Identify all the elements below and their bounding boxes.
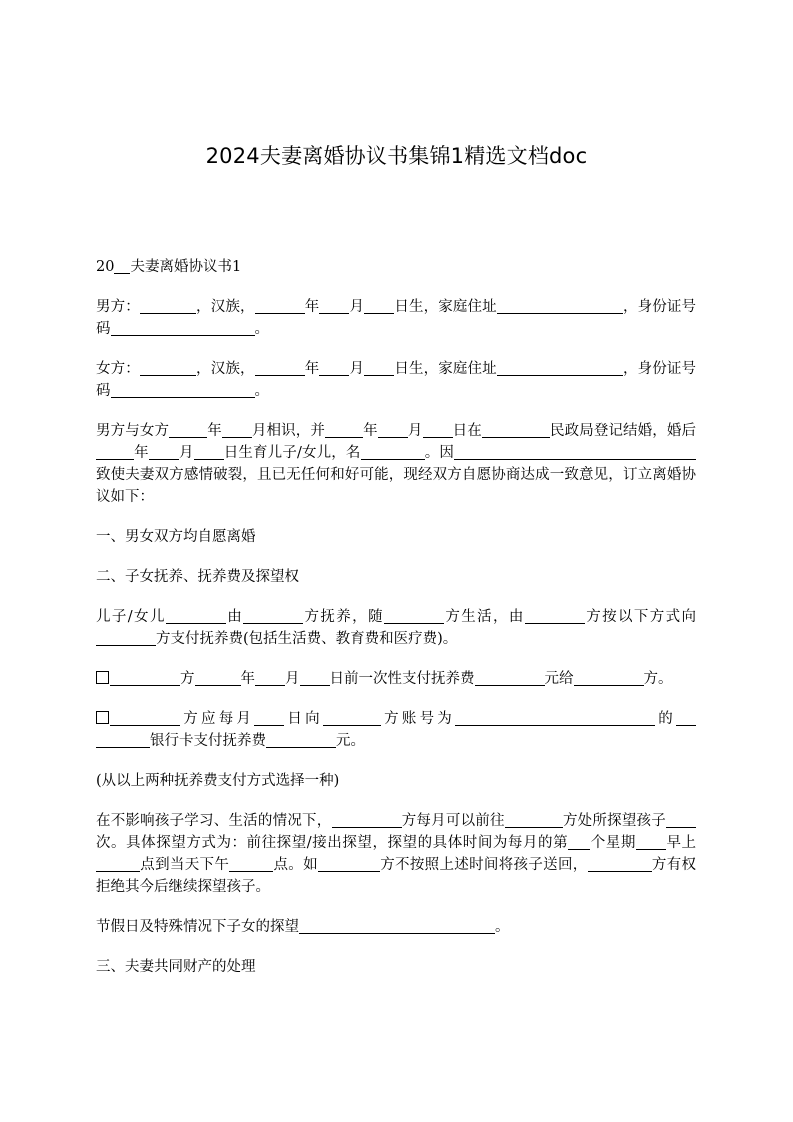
- woman-text-2: 年: [304, 361, 320, 377]
- bank-name-blank-1: [676, 709, 696, 726]
- option1-text-b: 年: [240, 671, 255, 687]
- option1-text-a: 方: [180, 671, 195, 687]
- man-text-3: 月: [349, 299, 365, 315]
- man-birth-year-blank: [255, 297, 305, 314]
- register-year-blank: [325, 421, 363, 438]
- man-text-4: 日生，家庭住址: [394, 299, 497, 315]
- intro-text-k: 。因: [424, 445, 455, 461]
- woman-birth-month-blank: [319, 359, 349, 376]
- heading-suffix: 夫妻离婚协议书1: [130, 259, 242, 275]
- reason-blank-1: [454, 443, 580, 460]
- meet-month-blank: [222, 421, 252, 438]
- lump-payer-blank: [110, 669, 180, 686]
- payment-option-monthly: [96, 708, 696, 752]
- custody-text-d: 方生活，由: [443, 609, 525, 625]
- visit-text-c: 方处所探望孩子: [562, 813, 666, 829]
- child-name-blank: [361, 443, 425, 460]
- option1-text-f: 方。: [643, 671, 673, 687]
- monthly-recipient-blank: [323, 709, 381, 726]
- intro-text-f: 日在: [452, 423, 482, 439]
- monthly-account-blank: [455, 709, 655, 726]
- custody-text-f: 方支付抚养费(包括生活费、教育费和医疗费)。: [156, 631, 458, 647]
- custody-text-b: 由: [225, 609, 244, 625]
- option2-text-a: 方应每月: [180, 711, 255, 727]
- holiday-visitation-paragraph: [96, 916, 696, 938]
- man-text-5: ，身份证号码: [96, 299, 697, 337]
- woman-birth-day-blank: [364, 359, 394, 376]
- visit-text-h: 点。如: [273, 857, 318, 873]
- refusing-party-blank: [588, 855, 652, 872]
- reason-blank-2: [580, 443, 696, 460]
- man-text-2: 年: [304, 299, 320, 315]
- visiting-party-blank: [332, 811, 402, 828]
- custody-text-a: 儿子/女儿: [96, 609, 166, 625]
- holiday-text-b: 。: [495, 919, 510, 935]
- lump-year-blank: [195, 669, 241, 686]
- woman-label: 女方：: [96, 361, 140, 377]
- custody-child-blank: [166, 607, 226, 624]
- woman-birth-year-blank: [255, 359, 305, 376]
- man-address-blank: [497, 297, 623, 314]
- option2-text-f: 元。: [336, 733, 365, 749]
- child-birth-month-blank: [149, 443, 179, 460]
- lump-amount-blank: [475, 669, 545, 686]
- woman-text-4: 日生，家庭住址: [394, 361, 497, 377]
- woman-text-6: 。: [254, 383, 269, 399]
- child-birth-year-blank: [96, 443, 134, 460]
- monthly-day-blank: [254, 709, 284, 726]
- custody-raising-party-blank: [243, 607, 303, 624]
- woman-name-blank: [140, 359, 196, 376]
- intro-text-j: 日生育儿子/女儿，名: [223, 445, 361, 461]
- intro-text-b: 年: [207, 423, 222, 439]
- visit-text-i: 方不按照上述时间将孩子送回，: [379, 857, 588, 873]
- custody-paying-party-blank: [525, 607, 585, 624]
- marriage-history-paragraph: [96, 420, 696, 508]
- intro-text-i: 月: [178, 445, 194, 461]
- option2-text-c: 方账号为: [380, 711, 456, 727]
- woman-text-5: ，身份证号码: [96, 361, 697, 399]
- intro-text-h: 年: [134, 445, 149, 461]
- woman-text-3: 月: [349, 361, 365, 377]
- registry-office-blank: [482, 421, 550, 438]
- option2-text-b: 日向: [284, 711, 323, 727]
- visit-weekday-blank: [636, 833, 666, 850]
- visit-text-e: 个星期: [590, 835, 636, 851]
- woman-text-1: ，汉族，: [195, 361, 255, 377]
- child-birth-day-blank: [194, 443, 224, 460]
- bank-name-blank-2: [96, 731, 150, 748]
- woman-info-paragraph: [96, 358, 696, 402]
- man-info-paragraph: [96, 296, 696, 340]
- option1-text-d: 日前一次性支付抚养费: [329, 671, 475, 687]
- intro-text-a: 男方与女方: [96, 423, 170, 439]
- visit-text-a: 在不影响孩子学习、生活的情况下，: [96, 813, 332, 829]
- register-day-blank: [423, 421, 453, 438]
- meet-year-blank: [169, 421, 207, 438]
- intro-text-c: 月相识，并: [251, 423, 326, 439]
- intro-text-d: 年: [363, 423, 378, 439]
- visit-text-d: 次。具体探望方式为：前往探望/接出探望，探望的具体时间为每月的第: [96, 835, 569, 851]
- holiday-visitation-blank: [299, 917, 495, 934]
- man-label: 男方：: [96, 299, 140, 315]
- year-blank: [114, 257, 130, 274]
- option2-text-d: 的: [655, 711, 677, 727]
- holiday-text-a: 节假日及特殊情况下子女的探望: [96, 919, 299, 935]
- lump-day-blank: [300, 669, 330, 686]
- lump-month-blank: [255, 669, 285, 686]
- custody-paragraph: [96, 606, 696, 650]
- custodial-party-blank: [505, 811, 563, 828]
- section-3-heading: 三、夫妻共同财产的处理: [96, 959, 256, 975]
- visit-text-f: 早上: [665, 835, 697, 851]
- monthly-amount-blank: [266, 731, 336, 748]
- option1-text-c: 月: [285, 671, 300, 687]
- option1-text-e: 元给: [544, 671, 574, 687]
- lump-recipient-blank: [574, 669, 644, 686]
- visitation-paragraph: [96, 810, 696, 898]
- intro-text-l: 致使夫妻双方感情破裂，且已无任何和好可能，现经双方自愿协商达成一致意见，订立离婚协议如下：: [96, 467, 696, 505]
- payment-option-lump-sum: [96, 668, 696, 690]
- man-text-6: 。: [254, 321, 269, 337]
- visit-week-blank: [568, 833, 590, 850]
- intro-text-g: 民政局登记结婚，婚后: [549, 423, 697, 439]
- section-2-heading: 二、子女抚养、抚养费及探望权: [96, 569, 299, 585]
- agreement-heading: [96, 256, 696, 278]
- intro-text-e: 月: [407, 423, 423, 439]
- violating-party-blank: [318, 855, 380, 872]
- visit-count-blank: [666, 811, 696, 828]
- monthly-payer-blank: [110, 709, 180, 726]
- custody-living-party-blank: [384, 607, 444, 624]
- payment-choice-note: (从以上两种抚养费支付方式选择一种): [96, 773, 340, 789]
- woman-address-blank: [497, 359, 623, 376]
- visit-text-g: 点到当天下午: [140, 857, 230, 873]
- checkbox-icon[interactable]: [96, 711, 109, 724]
- custody-text-e: 方按以下方式向: [584, 609, 697, 625]
- man-birth-month-blank: [319, 297, 349, 314]
- custody-text-c: 方抚养，随: [303, 609, 384, 625]
- heading-prefix: 20: [96, 259, 115, 275]
- checkbox-icon[interactable]: [96, 671, 109, 684]
- option2-text-e: 银行卡支付抚养费: [150, 733, 266, 749]
- man-birth-day-blank: [364, 297, 394, 314]
- man-id-blank: [111, 319, 255, 336]
- man-text-1: ，汉族，: [195, 299, 255, 315]
- document-title: 2024夫妻离婚协议书集锦1精选文档doc: [205, 144, 588, 168]
- visit-text-b: 方每月可以前往: [401, 813, 505, 829]
- section-1-heading: 一、男女双方均自愿离婚: [96, 529, 256, 545]
- visit-end-hour-blank: [229, 855, 273, 872]
- register-month-blank: [378, 421, 408, 438]
- visit-text-j: 方有权拒绝其今后继续探望孩子。: [96, 857, 697, 895]
- custody-receiving-party-blank: [96, 629, 156, 646]
- woman-id-blank: [111, 381, 255, 398]
- visit-start-hour-blank: [96, 855, 140, 872]
- man-name-blank: [140, 297, 196, 314]
- document-body: [96, 256, 696, 996]
